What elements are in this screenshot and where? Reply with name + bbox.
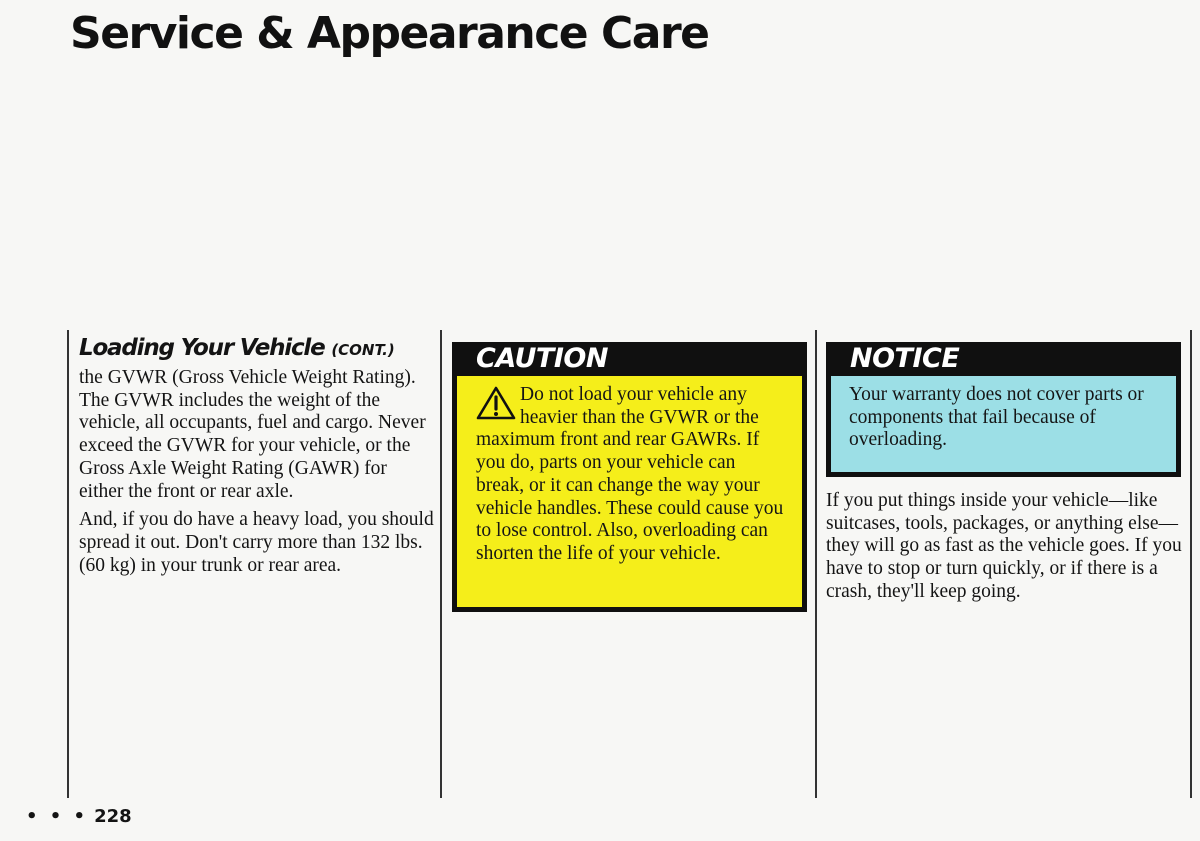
page-marker-dots: • • •: [26, 806, 89, 827]
caution-box: [452, 342, 807, 612]
section-heading: [79, 333, 435, 365]
left-paragraph-2: And, if you do have a heavy load, you should spread it out. Don't carry more than 132 lbs. (60 kg) in your trunk or rear area.: [79, 509, 434, 576]
notice-box: [826, 342, 1181, 477]
warning-triangle-icon: [476, 386, 516, 420]
caution-body: [457, 376, 802, 607]
right-column: [826, 490, 1182, 610]
left-column: [79, 333, 435, 583]
page-number-text: 228: [94, 806, 132, 827]
column-divider-edge: [1190, 330, 1192, 798]
section-heading-continued: (CONT.): [331, 341, 395, 359]
caution-text: Do not load your vehicle any heavier than the GVWR or the maximum front and rear GAWRs. If you do, parts on your vehicle can break, or it can change the way your vehicle handles. These could cause you to lose control. Also, overloading can shorten the life of your vehicle.: [476, 384, 784, 564]
page-title: Service & Appearance Care: [70, 8, 709, 59]
column-divider-right: [815, 330, 817, 798]
column-divider-left: [67, 330, 69, 798]
left-paragraph-1: the GVWR (Gross Vehicle Weight Rating). The GVWR includes the weight of the vehicle, all occupants, fuel and cargo. Never exceed the GVWR for your vehicle, or the Gross Axle Weight Rating (GAWR) for either the front or rear axle.: [79, 367, 426, 502]
page-number: [26, 806, 132, 827]
notice-text: Your warranty does not cover parts or components that fail because of overloading.: [849, 384, 1144, 451]
column-divider-middle: [440, 330, 442, 798]
section-heading-text: Loading Your Vehicle: [79, 335, 325, 361]
caution-label: CAUTION: [476, 343, 608, 374]
notice-body: [831, 376, 1176, 472]
right-paragraph: If you put things inside your vehicle—like suitcases, tools, packages, or anything else—they will go as fast as the vehicle goes. If you have to stop or turn quickly, or if there is a crash, they'll keep going.: [826, 490, 1182, 602]
notice-label: NOTICE: [850, 343, 960, 374]
